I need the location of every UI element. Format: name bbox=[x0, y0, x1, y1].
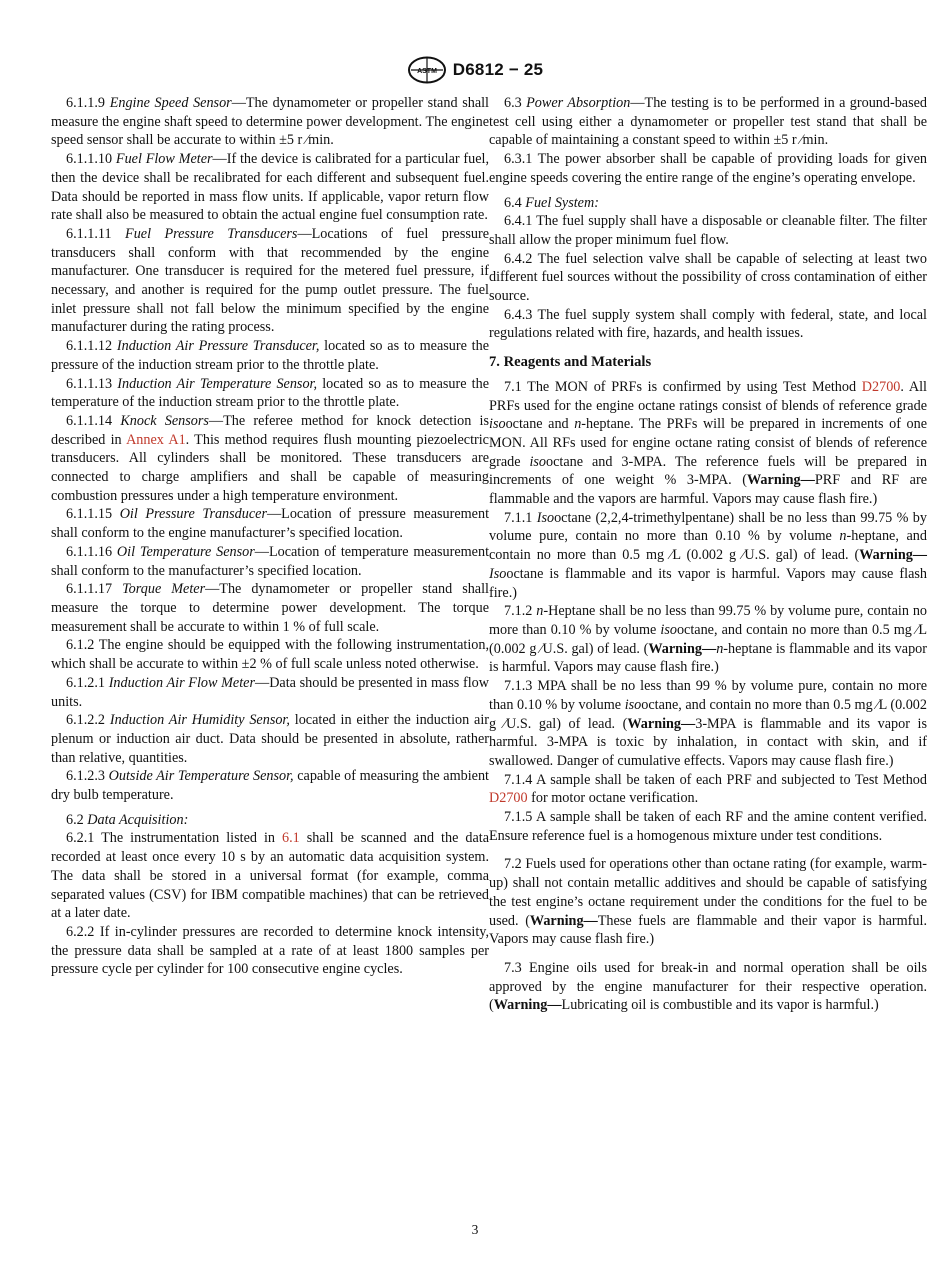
section-6-1-1-17: 6.1.1.17 Torque Meter—The dynamometer or propeller stand shall measure the torque to determine power development. The torque measurement shall be accurate to within 1 % of full scale. bbox=[51, 581, 489, 635]
section-6-2-1: 6.2.1 The instrumentation listed in 6.1 shall be scanned and the data recorded at least once every 10 s by an automatic data acquisition system. The data shall be stored in a universal format (for example, comma separated values (CSV) for IBM compatible machines) that can be retrieved at a later date. bbox=[51, 830, 490, 922]
section-7-3: 7.3 Engine oils used for break-in and normal operation shall be oils approved by the engine manufacturer for their respective operation. (Warning—Lubricating oil is combustible and its vapor is harmful.) bbox=[489, 959, 928, 1014]
section-6-2-2: 6.2.2 If in-cylinder pressures are recorded to determine knock intensity, the pressure data shall be sampled at a rate of at least 1800 samples per pressure cycle per cylinder for 100 consecutive engine cycles. bbox=[51, 923, 489, 978]
section-6-1-1-15: 6.1.1.15 Oil Pressure Transducer—Location of pressure measurement shall conform to the engine manufacturer’s specified location. bbox=[51, 506, 490, 542]
section-6-1-1-16: 6.1.1.16 Oil Temperature Sensor—Location of temperature measurement shall conform to the manufacturer’s specified location. bbox=[51, 543, 490, 579]
astm-logo-icon bbox=[407, 56, 447, 84]
page-number: 3 bbox=[471, 1222, 479, 1237]
section-6-4-3: 6.4.3 The fuel supply system shall comply with federal, state, and local regulations related with fire, hazards, and health issues. bbox=[489, 306, 927, 342]
section-7-1-3: 7.1.3 MPA shall be no less than 99 % by volume pure, contain no more than 0.10 % by volume isooctane, and contain no more than 0.5 mg ⁄L (0.002 g ⁄U.S. gal) of lead. (Warning—3-MPA is flammable and its vapor is harmful. 3-MPA is toxic by inhalation, in contact with skin, and if swallowed. Danger of cumulative effects. Vapors may cause flash fire.) bbox=[489, 678, 927, 769]
section-6-4-1: 6.4.1 The fuel supply shall have a disposable or cleanable filter. The filter shall allow the proper minimum fuel flow. bbox=[489, 213, 927, 248]
section-6-1-2: 6.1.2 The engine should be equipped with the following instrumentation, which shall be accurate to within ±2 % of full scale unless noted otherwise. bbox=[51, 637, 490, 673]
section-6-1-1-11: 6.1.1.11 Fuel Pressure Transducers—Locations of fuel pressure transducers shall conform with that recommended by the engine manufacturer. One transducer is required for the metered fuel pressure, if necessary, and another is required for the pump outlet pressure. The fuel inlet pressure shall not fall below the minimum specified by the engine manufacturer during the rating process. bbox=[51, 225, 490, 336]
section-7-1-4: 7.1.4 A sample shall be taken of each PRF and subjected to Test Method D2700 for motor octane verification. bbox=[489, 771, 927, 807]
right-column bbox=[489, 94, 927, 1015]
document-id: D6812 − 25 bbox=[452, 60, 544, 79]
d2700-link[interactable]: D2700 bbox=[861, 378, 901, 395]
section-6-1-2-3: 6.1.2.3 Outside Air Temperature Sensor, capable of measuring the ambient dry bulb temperature. bbox=[51, 768, 489, 804]
section-7-2: 7.2 Fuels used for operations other than octane rating (for example, warm-up) shall not contain metallic additives and should be capable of satisfying the test engine’s octane requirement under the conditions for the fuel to be used. (Warning—These fuels are flammable and their vapor is harmful. Vapors may cause flash fire.) bbox=[489, 856, 928, 948]
section-6-3: 6.3 Power Absorption—The testing is to be performed in a ground-based test cell using either a dynamometer or propeller test stand that shall be capable of maintaining a constant speed to within ±5 r ⁄min. bbox=[489, 95, 927, 149]
section-7-heading: 7. Reagents and Materials bbox=[489, 354, 652, 371]
section-6-1-1-10: 6.1.1.10 Fuel Flow Meter—If the device is calibrated for a particular fuel, then the device shall be recalibrated for each different and subsequent fuel. Data should be reported in mass flow units. If applicable, vapor return flow rate shall also be measured to obtain the actual engine fuel consumption rate. bbox=[51, 151, 490, 224]
section-6-1-1-14: 6.1.1.14 Knock Sensors—The referee method for knock detection is described in Annex A1. This method requires flush mounting piezoelectric transducers. All cylinders shall be monitored. These transducers are connected to charge amplifiers and shall be capable of measuring combustion pressures under a high temperature environment. bbox=[51, 412, 490, 504]
section-7-1-5: 7.1.5 A sample shall be taken of each RF and the amine content verified. Ensure reference fuel is a homogenous mixture under test conditions. bbox=[489, 809, 928, 844]
left-column bbox=[51, 94, 489, 979]
section-6-1-2-1: 6.1.2.1 Induction Air Flow Meter—Data should be presented in mass flow units. bbox=[51, 674, 489, 710]
logo-text: ASTM bbox=[416, 68, 437, 75]
section-7-1-1: 7.1.1 Isooctane (2,2,4-trimethylpentane) shall be no less than 99.75 % by volume pure, contain no more than 0.10 % by volume n-heptane, and contain no more than 0.5 mg ⁄L (0.002 g ⁄U.S. gal) of lead. (Warning—Isooctane is flammable and its vapor is harmful. Vapors may cause flash fire.) bbox=[489, 509, 927, 601]
d2700-link-2[interactable]: D2700 bbox=[489, 790, 528, 807]
section-6-4-2: 6.4.2 The fuel selection valve shall be capable of selecting at least two different fuel sources without the possibility of cross contamination of either source. bbox=[489, 250, 928, 305]
section-6-1-2-2: 6.1.2.2 Induction Air Humidity Sensor, located in either the induction air plenum or induction air duct. Data should be presented in absolute, rather than relative, quantities. bbox=[51, 712, 490, 766]
section-7-1-2: 7.1.2 n-Heptane shall be no less than 99.75 % by volume pure, contain no more than 0.10 % by volume isooctane, and contain no more than 0.5 mg ⁄L (0.002 g ⁄U.S. gal) of lead. (Warning—n-heptane is flammable and its vapor is harmful. Vapors may cause flash fire.) bbox=[489, 603, 928, 676]
section-6-1-1-9: 6.1.1.9 Engine Speed Sensor—The dynamometer or propeller stand shall measure the engine shaft speed to determine power development. The engine speed sensor shall be accurate to within ±5 r ⁄min. bbox=[51, 95, 489, 149]
section-6-1-link[interactable]: 6.1 bbox=[281, 830, 300, 847]
section-7-1: 7.1 The MON of PRFs is confirmed by using Test Method D2700. All PRFs used for the engine octane ratings consist of blends of reference grade isooctane and n-heptane. The PRFs will be prepared in increments of one MON. All RFs used for engine octane rating consist of blends of reference grade isooctane and 3-MPA. The reference fuels will be prepared in increments of one weight % 3-MPA. (Warning—PRF and RF are flammable and the vapors are harmful. Vapors may cause flash fire.) bbox=[489, 378, 927, 508]
section-6-1-1-12: 6.1.1.12 Induction Air Pressure Transducer, located so as to measure the pressure of the induction stream prior to the throttle plate. bbox=[51, 338, 490, 373]
page-header bbox=[0, 56, 950, 84]
annex-a1-link[interactable]: Annex A1 bbox=[126, 431, 186, 448]
section-6-4: 6.4 Fuel System: bbox=[504, 194, 599, 211]
section-6-2: 6.2 Data Acquisition: bbox=[66, 811, 189, 828]
section-6-1-1-13: 6.1.1.13 Induction Air Temperature Sensor, located so as to measure the temperature of the induction stream prior to the throttle plate. bbox=[51, 375, 490, 411]
section-6-3-1: 6.3.1 The power absorber shall be capable of providing loads for given engine speeds covering the entire range of the engine’s operating envelope. bbox=[489, 151, 927, 186]
